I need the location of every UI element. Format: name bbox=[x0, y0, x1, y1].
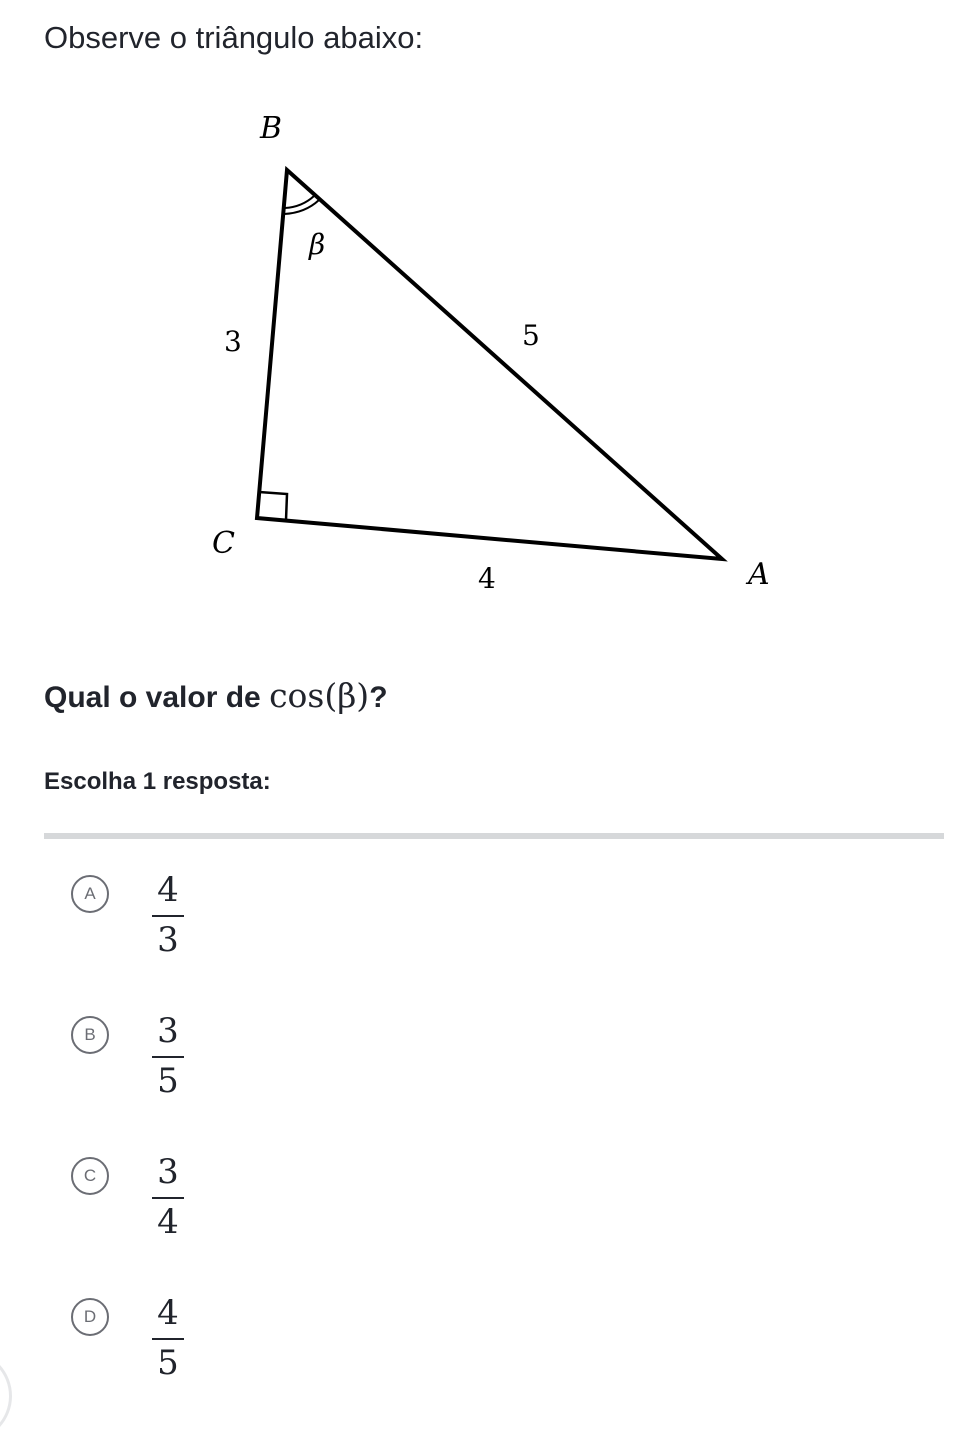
choice-b-denominator: 5 bbox=[157, 1061, 179, 1101]
choice-d-denominator: 5 bbox=[157, 1343, 179, 1383]
question-prefix: Qual o valor de bbox=[44, 681, 270, 714]
choice-c[interactable] bbox=[44, 1130, 944, 1250]
choice-d-fraction bbox=[150, 1293, 186, 1383]
choice-d-letter: D bbox=[71, 1298, 109, 1336]
choices-divider bbox=[44, 833, 944, 839]
instruction-text: Escolha 1 resposta: bbox=[44, 768, 271, 795]
question-expression: cos(β) bbox=[269, 676, 370, 715]
choice-a[interactable] bbox=[44, 848, 944, 968]
choice-d[interactable] bbox=[44, 1271, 944, 1391]
vertex-a-label: A bbox=[748, 557, 770, 592]
choice-c-denominator: 4 bbox=[157, 1202, 179, 1242]
fraction-bar bbox=[152, 915, 184, 917]
fraction-bar bbox=[152, 1338, 184, 1340]
choice-a-numerator: 4 bbox=[157, 870, 179, 910]
choice-c-letter: C bbox=[71, 1157, 109, 1195]
side-ab-label: 5 bbox=[522, 319, 540, 352]
triangle-figure bbox=[0, 0, 959, 640]
question-suffix: ? bbox=[369, 681, 388, 714]
choice-c-fraction bbox=[150, 1152, 186, 1242]
side-ca-label: 4 bbox=[478, 562, 496, 595]
choice-b-letter: B bbox=[71, 1016, 109, 1054]
vertex-c-label: C bbox=[212, 526, 235, 561]
choice-b-numerator: 3 bbox=[157, 1011, 179, 1051]
choice-a-letter: A bbox=[71, 875, 109, 913]
triangle-shape bbox=[257, 170, 722, 559]
right-angle-marker bbox=[259, 492, 287, 520]
choice-a-fraction bbox=[150, 870, 186, 960]
fraction-bar bbox=[152, 1197, 184, 1199]
vertex-b-label: B bbox=[260, 111, 283, 146]
choice-b[interactable] bbox=[44, 989, 944, 1109]
partial-circle-decoration bbox=[0, 1350, 12, 1442]
angle-beta-label: β bbox=[309, 228, 326, 261]
choice-b-fraction bbox=[150, 1011, 186, 1101]
choice-a-denominator: 3 bbox=[157, 920, 179, 960]
question-text bbox=[44, 676, 388, 718]
intro-text: Observe o triângulo abaixo: bbox=[44, 20, 424, 55]
side-bc-label: 3 bbox=[224, 325, 242, 358]
choice-d-numerator: 4 bbox=[157, 1293, 179, 1333]
choice-c-numerator: 3 bbox=[157, 1152, 179, 1192]
fraction-bar bbox=[152, 1056, 184, 1058]
